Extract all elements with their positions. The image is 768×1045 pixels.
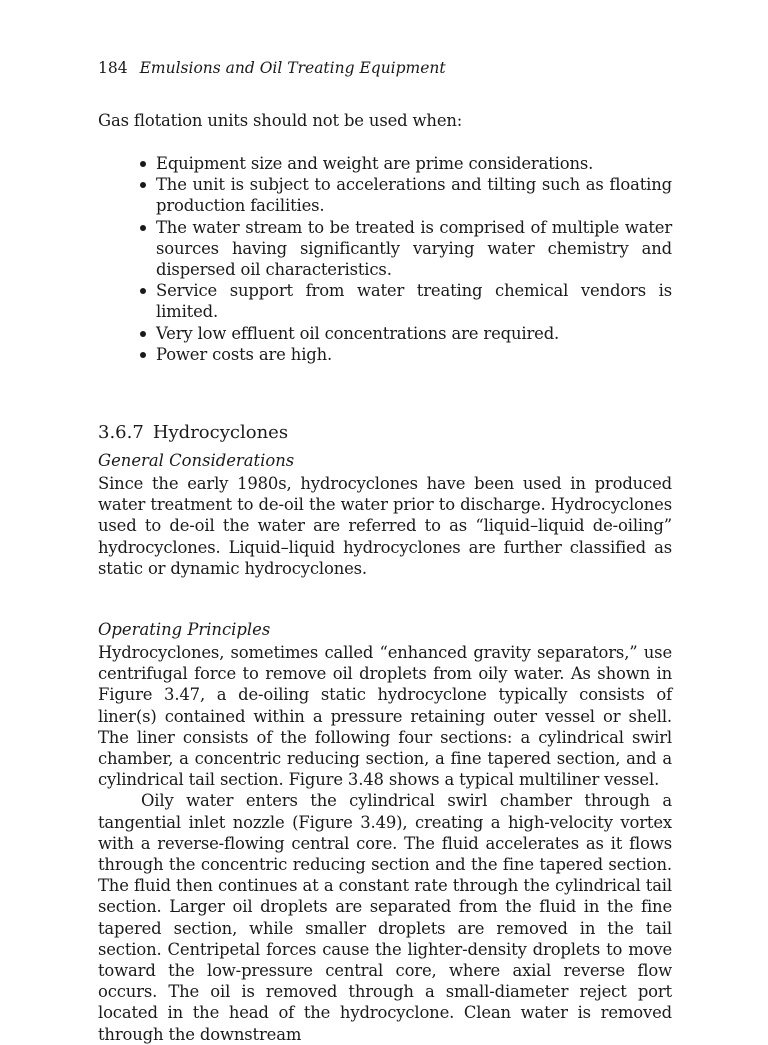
list-item [140,153,672,174]
subheading-operating: Operating Principles [98,620,271,639]
bullet-icon [140,352,146,358]
list-item-text: Service support from water treating chemical vendors is limited. [156,281,672,322]
list-item-text: Very low effluent oil concentrations are required. [156,323,560,343]
list-item-text: The unit is subject to accelerations and tilting such as floating production facilities. [156,175,672,216]
list-item-text: Equipment size and weight are prime considerations. [156,154,594,173]
list-item [140,280,672,322]
list-item [140,323,672,344]
bullet-icon [140,288,146,294]
paragraph-operating-2: Oily water enters the cylindrical swirl chamber through a tangential inlet nozzle (Figure 3.49), creating a high-velocity vortex with a reverse-flowing central core. The fluid accelerates as it flows through the concentric reducing section and the fine tapered section. The fluid then continues at a constant rate through the cylindrical tail section. Larger oil droplets are separated from the fluid in the fine tapered section, while smaller droplets are removed in the tail section. Centripetal forces cause the lighter-density droplets to move toward the low-pressure central core, where axial reverse flow occurs. The oil is removed through a small-diameter reject port located in the head of the hydrocyclone. Clean water is removed through the downstream [98,791,672,1044]
running-title: Emulsions and Oil Treating Equipment [139,59,446,77]
operating-text [98,642,672,1045]
bullet-icon [140,182,146,188]
section-title: Hydrocyclones [152,422,289,443]
bullet-icon [140,331,146,337]
section-number: 3.6.7 [98,422,144,443]
bullet-icon [140,161,146,167]
running-header [98,58,446,78]
list-item [140,217,672,281]
section-heading [98,421,288,445]
intro-sentence: Gas flotation units should not be used when: [98,111,463,130]
list-item-text: The water stream to be treated is comprised of multiple water sources having significantly varying water chemistry and dispersed oil characteristics. [156,217,672,280]
list-item [140,344,672,365]
page-number: 184 [98,59,128,77]
paragraph-general: Since the early 1980s, hydrocyclones have been used in produced water treatment to de-oil the water prior to discharge. Hydrocyclones used to de-oil the water are referred to as “liquid–liquid de-oiling” hydrocyclones. Liquid–liquid hydrocyclones are further classified as static or dynamic hydrocyclones. [98,474,672,578]
bullet-icon [140,225,146,231]
list-item-text: Power costs are high. [156,344,333,364]
bullet-list [140,153,672,365]
list-item [140,174,672,216]
paragraph-operating-1: Hydrocyclones, sometimes called “enhanced gravity separators,” use centrifugal force to remove oil droplets from oily water. As shown in Figure 3.47, a de-oiling static hydrocyclone typically consists of liner(s) contained within a pressure retaining outer vessel or shell. The liner consists of the following four sections: a cylindrical swirl chamber, a concentric reducing section, a fine tapered section, and a cylindrical tail section. Figure 3.48 shows a typical multiliner vessel. [98,643,672,790]
subheading-general: General Considerations [98,451,295,470]
